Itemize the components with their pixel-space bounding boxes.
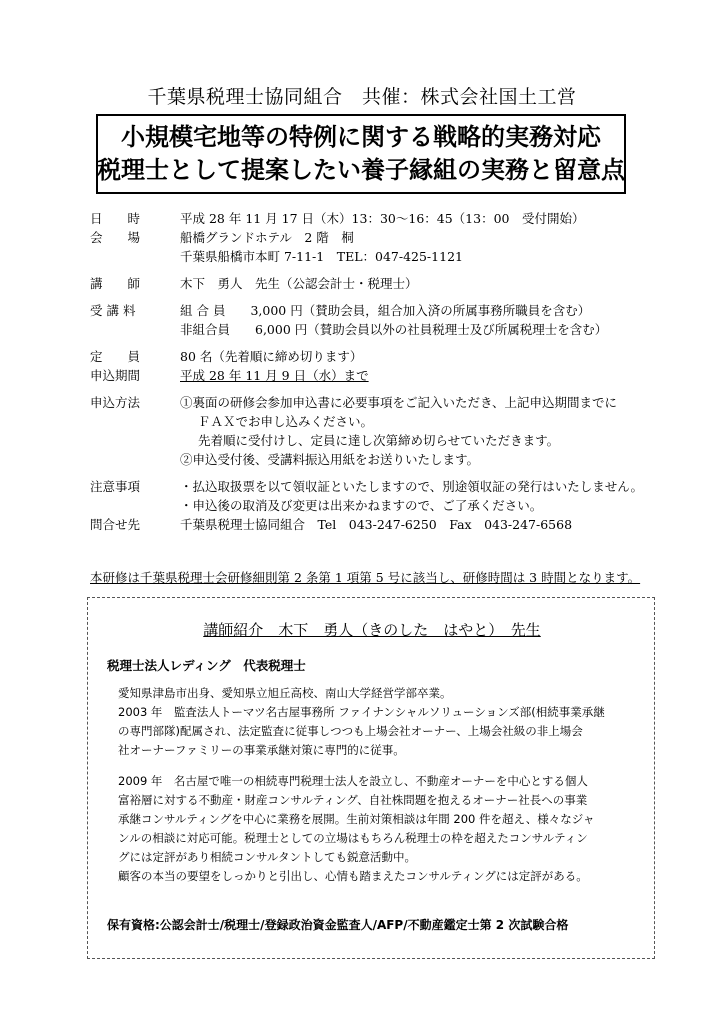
capacity-value: 80 名（先着順に締め切ります） [180, 349, 363, 364]
method-line-2: ＦＡＸでお申し込みください。 [198, 414, 374, 429]
fee-member: 組 合 員 3,000 円（賛助会員，組合加入済の所属事務所職員を含む） [180, 303, 591, 318]
contact-label: 問合せ先 [90, 517, 141, 532]
venue-name: 船橋グランドホテル 2 階 桐 [180, 230, 354, 245]
notes-row [90, 477, 690, 496]
bio-line: 社オーナーファミリーの事業承継対策に専門的に従事。 [118, 743, 405, 757]
method-row [90, 393, 690, 412]
venue-row [90, 228, 690, 247]
seminar-info [90, 209, 690, 534]
method-line-1: ①裏面の研修会参加申込書に必要事項をご記入いただき、上記申込期間までに [180, 395, 618, 410]
method-line-3: 先着順に受付けし、定員に達し次第締め切らせていただきます。 [198, 433, 560, 448]
seminar-title-line-2: 税理士として提案したい養子縁組の実務と留意点 [97, 156, 625, 184]
notes-line-2: ・申込後の取消及び変更は出来かねますので、ご了承ください。 [180, 498, 543, 513]
lecturer-qualifications: 保有資格:公認会計士/税理士/登録政治資金監査人/AFP/不動産鑑定士第 2 次試験合格 [107, 918, 569, 932]
contact-row [90, 515, 690, 534]
bio-line: 顧客の本当の要望をしっかりと引出し、心情も踏まえたコンサルティングには定評がある。 [118, 869, 588, 883]
bio-line: 承継コンサルティングを中心に業務を展開。生前対策相談は年間 200 件を超え、様々なジャ [118, 812, 595, 826]
bio-line: の専門部隊)配属され、法定監査に従事しつつも上場会社オーナー、上場会社級の非上場会 [118, 724, 583, 738]
lecturer-bio [118, 684, 648, 886]
period-label: 申込期間 [90, 368, 141, 383]
capacity-label: 定 員 [90, 349, 141, 364]
bio-line: 2009 年 名古屋で唯一の相続専門税理士法人を設立し、不動産オーナーを中心とする個人 [118, 774, 588, 788]
method-label: 申込方法 [90, 395, 141, 410]
training-notice: 本研修は千葉県税理士会研修細則第 2 条第 1 項第 5 号に該当し、研修時間は 3 時間となります。 [90, 570, 641, 585]
datetime-row [90, 209, 690, 228]
bio-line: 愛知県津島市出身、愛知県立旭丘高校、南山大学経営学部卒業。 [118, 686, 452, 700]
capacity-row [90, 347, 690, 366]
fee-nonmember: 非組合員 6,000 円（賛助会員以外の社員税理士及び所属税理士を含む） [180, 322, 608, 337]
bio-line: 2003 年 監査法人トーマツ名古屋事務所 ファイナンシャルソリューションズ部(相続事業承継 [118, 705, 605, 719]
lecturer-intro-title: 講師紹介 木下 勇人（きのした はやと） 先生 [203, 621, 541, 639]
fee-label: 受 講 料 [90, 303, 136, 318]
method-line-4: ②申込受付後、受講料振込用紙をお送りいたします。 [180, 452, 480, 467]
lecturer-firm: 税理士法人レディング 代表税理士 [107, 658, 306, 673]
bio-line: ンルの相談に対応可能。税理士としての立場はもちろん税理士の枠を超えたコンサルティン [118, 831, 588, 845]
bio-line: グには定評があり相続コンサルタントしても鋭意活動中。 [118, 850, 416, 864]
venue-address: 千葉県船橋市本町 7-11-1 TEL：047-425-1121 [180, 249, 463, 264]
venue-address-row [90, 247, 690, 266]
organizer-header: 千葉県税理士協同組合 共催：株式会社国土工営 [147, 86, 577, 108]
notes-line-1: ・払込取扱票を以て領収証といたしますので、別途領収証の発行はいたしません。 [180, 479, 644, 494]
seminar-title-line-1: 小規模宅地等の特例に関する戦略的実務対応 [121, 123, 601, 151]
datetime-value: 平成 28 年 11 月 17 日（木）13：30～16：45（13：00 受付開始） [180, 211, 585, 226]
bio-line: 富裕層に対する不動産・財産コンサルティング、自社株問題を抱えるオーナー社長への事業 [118, 793, 588, 807]
venue-label: 会 場 [90, 230, 141, 245]
contact-value: 千葉県税理士協同組合 Tel 043-247-6250 Fax 043-247-6568 [180, 517, 573, 532]
notes-label: 注意事項 [90, 479, 141, 494]
lecturer-value: 木下 勇人 先生（公認会計士・税理士） [180, 276, 418, 291]
fee-nonmember-row [90, 320, 690, 339]
period-value: 平成 28 年 11 月 9 日（水）まで [180, 368, 369, 383]
seminar-title-box [96, 114, 626, 194]
datetime-label: 日 時 [90, 211, 141, 226]
lecturer-row [90, 274, 690, 293]
period-row [90, 366, 690, 385]
lecturer-label: 講 師 [90, 276, 141, 291]
lecturer-intro-box [87, 597, 655, 959]
fee-row [90, 301, 690, 320]
